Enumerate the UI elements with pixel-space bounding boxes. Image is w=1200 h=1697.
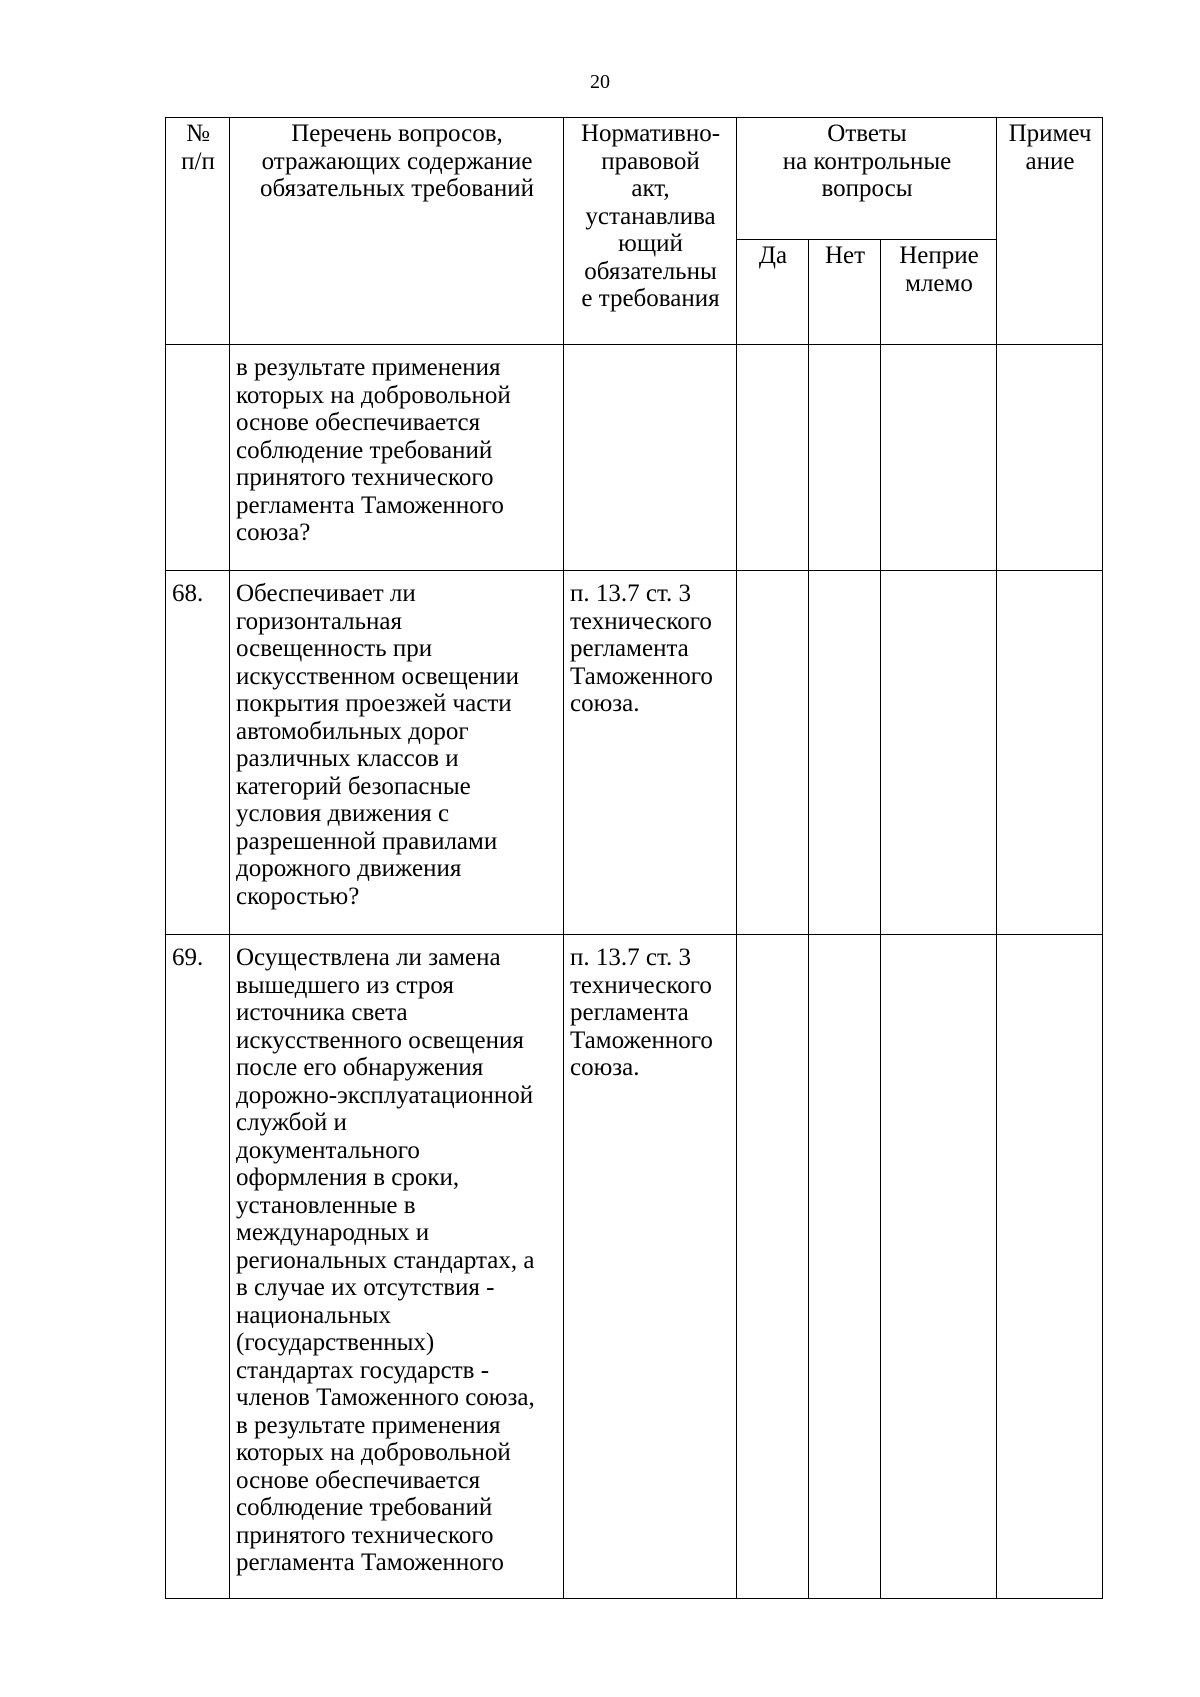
row-number: 68.: [166, 571, 230, 935]
table-row: [166, 935, 1103, 1599]
checklist-table: [165, 117, 1103, 1599]
header-act: Нормативно- правовой акт, устанавлива ющий обязательны е требования: [564, 118, 737, 345]
row-question: Осуществлена ли замена вышедшего из строя источника света искусственного освещения после его обнаружения дорожно-эксплуатационной службой и документального оформления в сроки, установленные в международных и региональных стандартах, а в случае их отсутствия - национальных (государственных) стандартах государств - членов Таможенного союза, в результате применения которых на добровольной основе обеспечивается соблюдение требований принятого технического регламента Таможенного: [230, 935, 564, 1599]
answer-no-cell[interactable]: [809, 345, 881, 571]
table-row: [166, 571, 1103, 935]
note-cell[interactable]: [997, 571, 1103, 935]
row-act: п. 13.7 ст. 3 технического регламента Таможенного союза.: [564, 571, 737, 935]
row-question: в результате применения которых на добровольной основе обеспечивается соблюдение требований принятого технического регламента Таможенного союза?: [230, 345, 564, 571]
answer-yes-cell[interactable]: [737, 345, 809, 571]
answer-yes-cell[interactable]: [737, 571, 809, 935]
answer-no-cell[interactable]: [809, 935, 881, 1599]
row-act: [564, 345, 737, 571]
header-not-applicable: Неприе млемо: [881, 240, 997, 345]
header-answers: Ответы на контрольные вопросы: [737, 118, 997, 240]
answer-not-applicable-cell[interactable]: [881, 345, 997, 571]
note-cell[interactable]: [997, 935, 1103, 1599]
header-num: № п/п: [166, 118, 230, 345]
header-yes: Да: [737, 240, 809, 345]
header-no: Нет: [809, 240, 881, 345]
header-questions: Перечень вопросов, отражающих содержание обязательных требований: [230, 118, 564, 345]
note-cell[interactable]: [997, 345, 1103, 571]
row-number: 69.: [166, 935, 230, 1599]
header-note: Примеч ание: [997, 118, 1103, 345]
answer-not-applicable-cell[interactable]: [881, 571, 997, 935]
page-number: 20: [590, 71, 610, 93]
row-act: п. 13.7 ст. 3 технического регламента Таможенного союза.: [564, 935, 737, 1599]
table-row: [166, 345, 1103, 571]
answer-yes-cell[interactable]: [737, 935, 809, 1599]
answer-no-cell[interactable]: [809, 571, 881, 935]
answer-not-applicable-cell[interactable]: [881, 935, 997, 1599]
row-number: [166, 345, 230, 571]
table-header-row: [166, 118, 1103, 240]
row-question: Обеспечивает ли горизонтальная освещенность при искусственном освещении покрытия проезжей части автомобильных дорог различных классов и категорий безопасные условия движения с разрешенной правилами дорожного движения скоростью?: [230, 571, 564, 935]
